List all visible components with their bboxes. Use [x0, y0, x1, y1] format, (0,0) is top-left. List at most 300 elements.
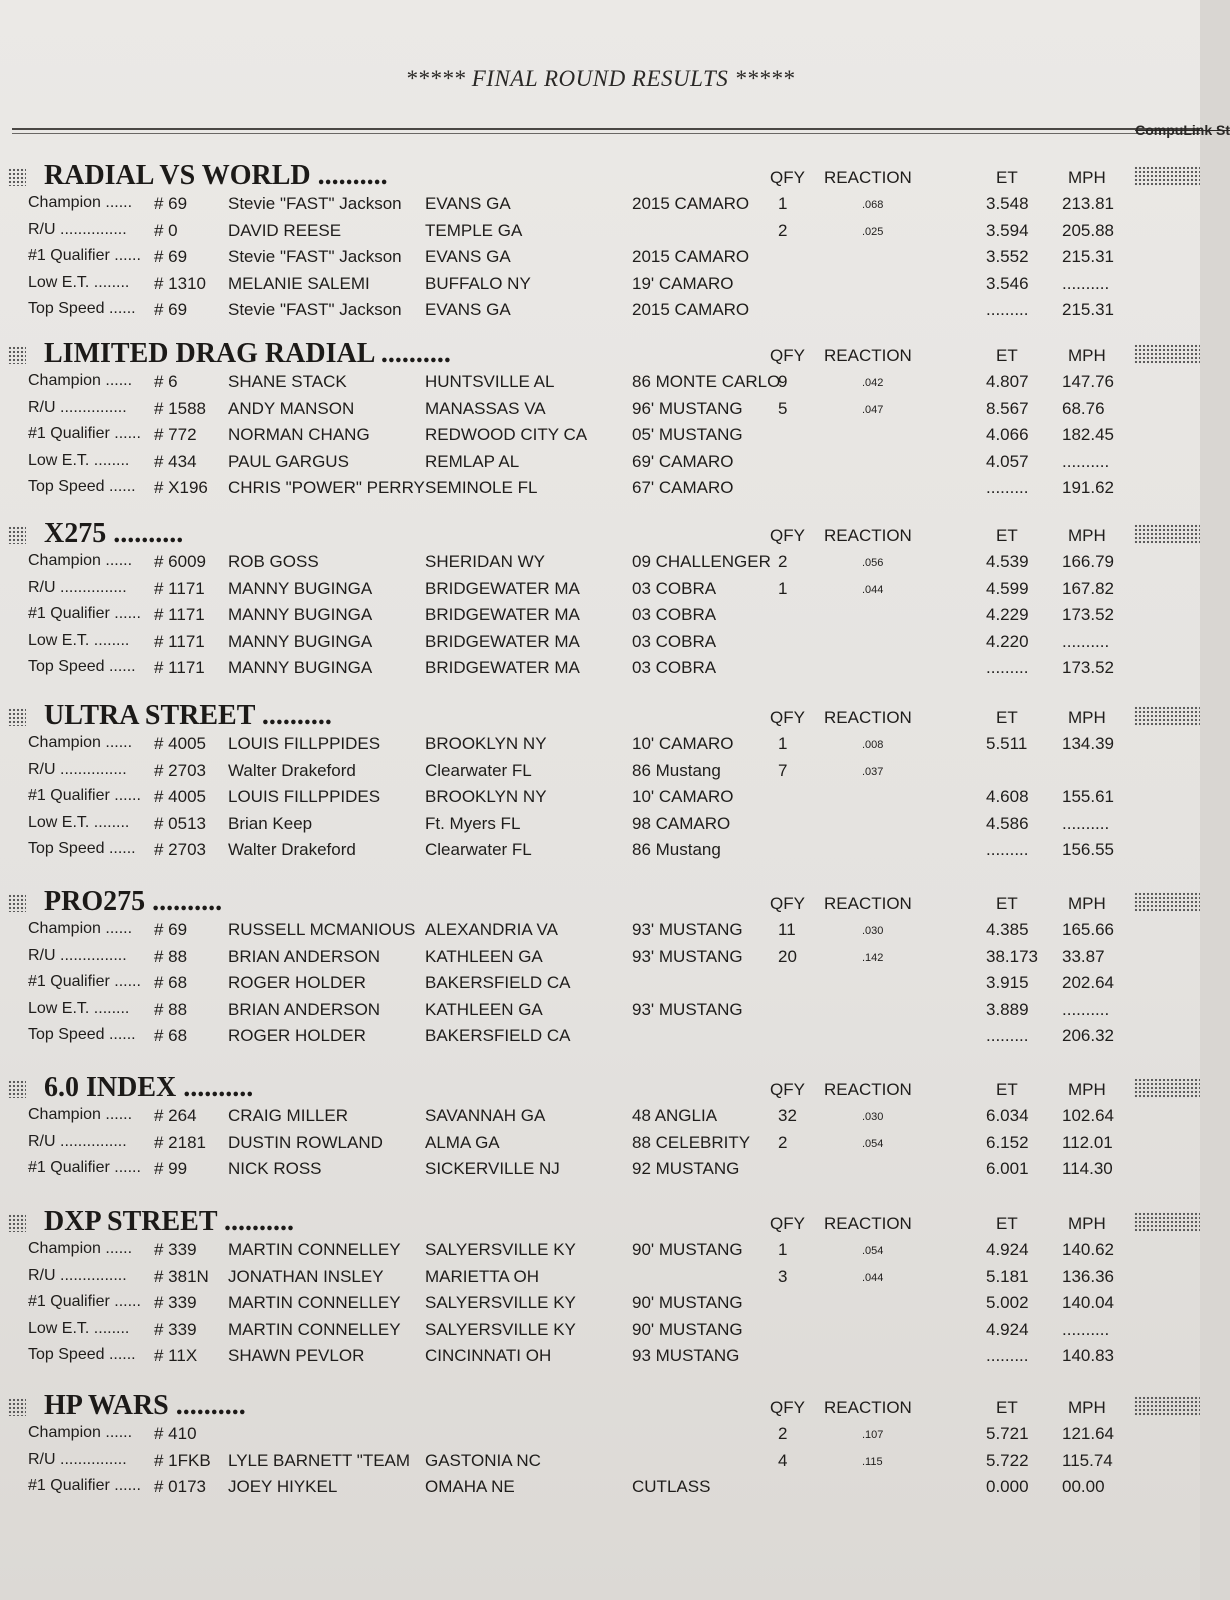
trap-speed: 182.45 [1062, 425, 1114, 444]
elapsed-time: 0.000 [986, 1477, 1029, 1496]
elapsed-time: 4.229 [986, 605, 1029, 624]
dot-pattern-left-icon [8, 1214, 26, 1232]
header-mph: MPH [1068, 346, 1106, 365]
driver-name: PAUL GARGUS [228, 451, 349, 471]
elapsed-time: 6.152 [986, 1132, 1029, 1152]
dot-pattern-left-icon [8, 894, 26, 912]
trap-speed: 112.01 [1062, 1132, 1113, 1152]
result-row [0, 1106, 1200, 1132]
vehicle: 10' CAMARO [632, 787, 734, 806]
reaction-time: .044 [862, 583, 884, 596]
car-number: # 88 [154, 999, 188, 1019]
car-number: # 4005 [154, 734, 206, 753]
header-qfy: QFY [770, 1080, 805, 1099]
hometown: ALMA GA [425, 1132, 500, 1152]
reaction-time: .025 [862, 225, 884, 238]
hometown: EVANS GA [425, 194, 511, 213]
qualifying-position: 2 [778, 220, 788, 240]
hometown: BRIDGEWATER MA [425, 605, 580, 624]
qualifying-position: 1 [778, 194, 788, 213]
result-row [0, 814, 1200, 840]
car-number: # 88 [154, 946, 188, 966]
reaction-time: .054 [862, 1137, 884, 1150]
results-section [0, 886, 1200, 1053]
hometown: SHERIDAN WY [425, 552, 545, 571]
vehicle: 2015 CAMARO [632, 300, 750, 319]
driver-name: MELANIE SALEMI [228, 273, 370, 293]
driver-name: MANNY BUGINGA [228, 631, 373, 651]
header-et: ET [996, 526, 1018, 545]
vehicle: 03 COBRA [632, 658, 717, 677]
elapsed-time: ......... [986, 658, 1029, 677]
position-label: #1 Qualifier ...... [28, 247, 141, 264]
header-reaction: REACTION [824, 346, 912, 365]
elapsed-time: 3.915 [986, 973, 1029, 992]
reaction-time: .107 [862, 1429, 884, 1441]
vehicle: 90' MUSTANG [632, 1319, 743, 1339]
hometown: SAVANNAH GA [425, 1106, 546, 1125]
car-number: # 1171 [154, 578, 205, 598]
position-label: #1 Qualifier ...... [28, 425, 141, 442]
header-rule-thin [12, 133, 1200, 134]
car-number: # 410 [154, 1424, 197, 1443]
header-et: ET [996, 894, 1018, 913]
vehicle: 86 Mustang [632, 760, 721, 780]
hometown: REMLAP AL [425, 451, 520, 471]
trap-speed: 167.82 [1062, 578, 1114, 598]
dot-pattern-left-icon [8, 1080, 26, 1098]
trap-speed: 173.52 [1062, 658, 1114, 677]
vehicle: 2015 CAMARO [632, 194, 750, 213]
results-section [0, 338, 1200, 505]
reaction-time: .056 [862, 557, 884, 569]
reaction-time: .047 [862, 403, 884, 416]
elapsed-time: 4.066 [986, 425, 1029, 444]
result-row [0, 973, 1200, 999]
car-number: # 2181 [154, 1132, 206, 1152]
dot-pattern-right-icon [1134, 1212, 1200, 1232]
hometown: MANASSAS VA [425, 398, 546, 418]
result-row [0, 658, 1200, 684]
result-row [0, 300, 1200, 326]
position-label: R/U ............... [28, 1450, 127, 1468]
elapsed-time: 4.385 [986, 920, 1029, 939]
result-row [0, 605, 1200, 631]
header-reaction: REACTION [824, 1214, 912, 1233]
reaction-time: .054 [862, 1245, 884, 1257]
dot-pattern-right-icon [1134, 1396, 1200, 1416]
trap-speed: 215.31 [1062, 300, 1114, 319]
driver-name: NORMAN CHANG [228, 425, 370, 444]
driver-name: JONATHAN INSLEY [228, 1266, 384, 1286]
elapsed-time: 4.057 [986, 451, 1029, 471]
section-title: LIMITED DRAG RADIAL .......... [44, 338, 451, 369]
position-label: R/U ............... [28, 1266, 127, 1284]
reaction-time: .008 [862, 739, 884, 751]
result-row [0, 247, 1200, 273]
position-label: R/U ............... [28, 1132, 127, 1150]
trap-speed: 121.64 [1062, 1424, 1114, 1443]
car-number: # 1FKB [154, 1450, 211, 1470]
hometown: KATHLEEN GA [425, 946, 543, 966]
reaction-time: .044 [862, 1271, 884, 1284]
section-title: HP WARS .......... [44, 1390, 246, 1421]
trap-speed: 215.31 [1062, 247, 1114, 266]
driver-name: DUSTIN ROWLAND [228, 1132, 383, 1152]
result-row [0, 1000, 1200, 1026]
hometown: MARIETTA OH [425, 1266, 539, 1286]
driver-name: MARTIN CONNELLEY [228, 1240, 401, 1259]
trap-speed: 202.64 [1062, 973, 1114, 992]
car-number: # 381N [154, 1266, 209, 1286]
position-label: Champion ...... [28, 194, 133, 211]
vehicle: 93' MUSTANG [632, 920, 743, 939]
hometown: SICKERVILLE NJ [425, 1159, 560, 1178]
elapsed-time: 5.181 [986, 1266, 1029, 1286]
trap-speed: 136.36 [1062, 1266, 1114, 1286]
result-row [0, 1240, 1200, 1266]
result-row [0, 478, 1200, 504]
header-reaction: REACTION [824, 1080, 912, 1099]
driver-name: ROGER HOLDER [228, 973, 366, 992]
header-et: ET [996, 168, 1018, 187]
car-number: # 6 [154, 372, 178, 391]
driver-name: MARTIN CONNELLEY [228, 1319, 401, 1339]
position-label: R/U ............... [28, 578, 127, 596]
qualifying-position: 1 [778, 1240, 788, 1259]
header-qfy: QFY [770, 526, 805, 545]
driver-name: BRIAN ANDERSON [228, 946, 381, 966]
qualifying-position: 1 [778, 734, 788, 753]
position-label: Low E.T. ........ [28, 1319, 130, 1337]
header-et: ET [996, 708, 1018, 727]
vehicle: 93' MUSTANG [632, 946, 743, 966]
car-number: # 1171 [154, 605, 205, 624]
header-mph: MPH [1068, 1214, 1106, 1233]
hometown: EVANS GA [425, 247, 511, 266]
position-label: Champion ...... [28, 1106, 133, 1123]
car-number: # 0173 [154, 1477, 206, 1496]
car-number: # 2703 [154, 840, 206, 859]
result-row [0, 947, 1200, 973]
driver-name: SHANE STACK [228, 372, 347, 391]
vehicle: 19' CAMARO [632, 273, 734, 293]
result-row [0, 1267, 1200, 1293]
trap-speed: .......... [1062, 813, 1110, 833]
trap-speed: 147.76 [1062, 372, 1114, 391]
car-number: # 4005 [154, 787, 206, 806]
result-row [0, 372, 1200, 398]
position-label: Top Speed ...... [28, 840, 136, 857]
car-number: # 339 [154, 1319, 197, 1339]
elapsed-time: ......... [986, 840, 1029, 859]
vehicle: 93' MUSTANG [632, 999, 743, 1019]
trap-speed: 140.04 [1062, 1293, 1114, 1312]
section-title: 6.0 INDEX .......... [44, 1072, 254, 1103]
driver-name: MANNY BUGINGA [228, 578, 373, 598]
dot-pattern-left-icon [8, 526, 26, 544]
elapsed-time: 5.722 [986, 1450, 1029, 1470]
reaction-time: .115 [862, 1455, 883, 1468]
hometown: Ft. Myers FL [425, 813, 521, 833]
car-number: # 99 [154, 1159, 188, 1178]
result-row [0, 221, 1200, 247]
hometown: SEMINOLE FL [425, 478, 538, 497]
result-row [0, 194, 1200, 220]
car-number: # 264 [154, 1106, 197, 1125]
result-row [0, 1346, 1200, 1372]
dot-pattern-right-icon [1134, 706, 1200, 726]
elapsed-time: ......... [986, 300, 1029, 319]
position-label: Top Speed ...... [28, 300, 136, 317]
trap-speed: 68.76 [1062, 398, 1105, 418]
vehicle: 69' CAMARO [632, 451, 734, 471]
results-section [0, 160, 1200, 327]
vehicle: 03 COBRA [632, 605, 717, 624]
car-number: # 339 [154, 1240, 197, 1259]
driver-name: Stevie "FAST" Jackson [228, 194, 402, 213]
vehicle: 48 ANGLIA [632, 1106, 718, 1125]
vehicle: 2015 CAMARO [632, 247, 750, 266]
header-mph: MPH [1068, 894, 1106, 913]
header-reaction: REACTION [824, 1398, 912, 1417]
hometown: Clearwater FL [425, 840, 532, 859]
car-number: # 772 [154, 425, 197, 444]
position-label: Top Speed ...... [28, 658, 136, 675]
result-row [0, 1477, 1200, 1503]
driver-name: LYLE BARNETT "TEAM [228, 1450, 411, 1470]
vehicle: 92 MUSTANG [632, 1159, 740, 1178]
result-row [0, 734, 1200, 760]
elapsed-time: 3.546 [986, 273, 1029, 293]
qualifying-position: 4 [778, 1450, 788, 1470]
vehicle: 67' CAMARO [632, 478, 734, 497]
header-reaction: REACTION [824, 708, 912, 727]
position-label: Low E.T. ........ [28, 813, 130, 831]
elapsed-time: ......... [986, 478, 1029, 497]
qualifying-position: 32 [778, 1106, 797, 1125]
header-rule [12, 128, 1200, 130]
dot-pattern-right-icon [1134, 1078, 1200, 1098]
hometown: TEMPLE GA [425, 220, 523, 240]
dot-pattern-left-icon [8, 1398, 26, 1416]
result-row [0, 1424, 1200, 1450]
driver-name: BRIAN ANDERSON [228, 999, 381, 1019]
hometown: BRIDGEWATER MA [425, 631, 580, 651]
hometown: EVANS GA [425, 300, 511, 319]
elapsed-time: 4.586 [986, 813, 1029, 833]
position-label: Top Speed ...... [28, 1346, 136, 1363]
result-row [0, 840, 1200, 866]
position-label: Low E.T. ........ [28, 451, 130, 469]
car-number: # 0 [154, 220, 178, 240]
driver-name: LOUIS FILLPPIDES [228, 734, 381, 753]
driver-name: ROGER HOLDER [228, 1026, 366, 1045]
trap-speed: 00.00 [1062, 1477, 1105, 1496]
result-row [0, 425, 1200, 451]
trap-speed: 155.61 [1062, 787, 1114, 806]
car-number: # 1310 [154, 273, 206, 293]
header-et: ET [996, 1214, 1018, 1233]
reaction-time: .142 [862, 951, 884, 964]
result-row [0, 399, 1200, 425]
page-title: ***** FINAL ROUND RESULTS ***** [405, 66, 795, 91]
hometown: BAKERSFIELD CA [425, 1026, 571, 1045]
car-number: # 69 [154, 920, 188, 939]
qualifying-position: 2 [778, 1132, 788, 1152]
driver-name: LOUIS FILLPPIDES [228, 787, 381, 806]
trap-speed: .......... [1062, 999, 1110, 1019]
result-row [0, 787, 1200, 813]
hometown: CINCINNATI OH [425, 1346, 552, 1365]
elapsed-time: 3.594 [986, 220, 1029, 240]
hometown: REDWOOD CITY CA [425, 425, 588, 444]
header-mph: MPH [1068, 168, 1106, 187]
car-number: # 2703 [154, 760, 206, 780]
position-label: #1 Qualifier ...... [28, 787, 141, 804]
car-number: # 69 [154, 247, 188, 266]
elapsed-time: 4.608 [986, 787, 1029, 806]
elapsed-time: ......... [986, 1026, 1029, 1045]
hometown: ALEXANDRIA VA [425, 920, 558, 939]
position-label: Low E.T. ........ [28, 999, 130, 1017]
dot-pattern-right-icon [1134, 344, 1200, 364]
result-row [0, 1451, 1200, 1477]
elapsed-time: 5.002 [986, 1293, 1029, 1312]
vehicle: 90' MUSTANG [632, 1293, 743, 1312]
car-number: # 6009 [154, 552, 206, 571]
trap-speed: 114.30 [1062, 1159, 1113, 1178]
hometown: SALYERSVILLE KY [425, 1293, 576, 1312]
driver-name: SHAWN PEVLOR [228, 1346, 365, 1365]
elapsed-time: 3.548 [986, 194, 1029, 213]
vehicle: 10' CAMARO [632, 734, 734, 753]
trap-speed: 140.62 [1062, 1240, 1114, 1259]
car-number: # 68 [154, 973, 188, 992]
qualifying-position: 11 [778, 920, 796, 939]
driver-name: CHRIS "POWER" PERRY [228, 478, 425, 497]
driver-name: Stevie "FAST" Jackson [228, 300, 402, 319]
dot-pattern-right-icon [1134, 524, 1200, 544]
vehicle: 03 COBRA [632, 631, 717, 651]
qualifying-position: 2 [778, 1424, 788, 1443]
position-label: Low E.T. ........ [28, 273, 130, 291]
section-title: PRO275 .......... [44, 886, 223, 917]
result-row [0, 274, 1200, 300]
header-et: ET [996, 346, 1018, 365]
result-row [0, 1320, 1200, 1346]
vehicle: 86 MONTE CARLO [632, 372, 781, 391]
elapsed-time: 5.511 [986, 734, 1028, 753]
driver-name: MARTIN CONNELLEY [228, 1293, 401, 1312]
elapsed-time: 4.539 [986, 552, 1029, 571]
trap-speed: 134.39 [1062, 734, 1114, 753]
driver-name: ANDY MANSON [228, 398, 355, 418]
elapsed-time: 38.173 [986, 946, 1038, 966]
vehicle: 05' MUSTANG [632, 425, 743, 444]
position-label: Champion ...... [28, 1240, 133, 1257]
qualifying-position: 20 [778, 946, 797, 966]
header-qfy: QFY [770, 894, 805, 913]
position-label: #1 Qualifier ...... [28, 605, 141, 622]
header-mph: MPH [1068, 526, 1106, 545]
driver-name: DAVID REESE [228, 220, 342, 240]
driver-name: Walter Drakeford [228, 840, 356, 859]
header-qfy: QFY [770, 168, 805, 187]
header-reaction: REACTION [824, 526, 912, 545]
trap-speed: 166.79 [1062, 552, 1114, 571]
position-label: Top Speed ...... [28, 1026, 136, 1043]
elapsed-time: 4.220 [986, 631, 1029, 651]
header-qfy: QFY [770, 1214, 805, 1233]
vehicle: 96' MUSTANG [632, 398, 743, 418]
position-label: Champion ...... [28, 920, 133, 937]
car-number: # X196 [154, 478, 208, 497]
trap-speed: 191.62 [1062, 478, 1114, 497]
header-reaction: REACTION [824, 168, 912, 187]
header-mph: MPH [1068, 1080, 1106, 1099]
trap-speed: .......... [1062, 451, 1110, 471]
section-title: X275 .......... [44, 518, 184, 549]
trap-speed: 33.87 [1062, 946, 1105, 966]
header-et: ET [996, 1080, 1018, 1099]
header-mph: MPH [1068, 1398, 1106, 1417]
trap-speed: 205.88 [1062, 220, 1114, 240]
qualifying-position: 1 [778, 578, 788, 598]
reaction-time: .068 [862, 199, 884, 211]
qualifying-position: 5 [778, 398, 788, 418]
section-title: RADIAL VS WORLD .......... [44, 160, 388, 191]
results-section [0, 1072, 1200, 1186]
position-label: R/U ............... [28, 946, 127, 964]
car-number: # 11X [154, 1346, 198, 1365]
trap-speed: 102.64 [1062, 1106, 1114, 1125]
trap-speed: .......... [1062, 273, 1110, 293]
vehicle: 86 Mustang [632, 840, 721, 859]
qualifying-position: 2 [778, 552, 788, 571]
elapsed-time: ......... [986, 1346, 1029, 1365]
driver-name: ROB GOSS [228, 552, 319, 571]
trap-speed: .......... [1062, 631, 1110, 651]
hometown: BAKERSFIELD CA [425, 973, 571, 992]
car-number: # 69 [154, 300, 188, 319]
dot-pattern-left-icon [8, 168, 26, 186]
section-title: DXP STREET .......... [44, 1206, 294, 1237]
hometown: BROOKLYN NY [425, 787, 547, 806]
position-label: Champion ...... [28, 372, 133, 389]
elapsed-time: 4.924 [986, 1240, 1029, 1259]
driver-name: Brian Keep [228, 813, 313, 833]
trap-speed: 173.52 [1062, 605, 1114, 624]
qualifying-position: 7 [778, 760, 788, 780]
vehicle: 03 COBRA [632, 578, 717, 598]
results-section [0, 700, 1200, 867]
trap-speed: 165.66 [1062, 920, 1114, 939]
hometown: KATHLEEN GA [425, 999, 543, 1019]
elapsed-time: 4.599 [986, 578, 1029, 598]
qualifying-position: 3 [778, 1266, 788, 1286]
dot-pattern-left-icon [8, 346, 26, 364]
hometown: BROOKLYN NY [425, 734, 547, 753]
elapsed-time: 6.001 [986, 1159, 1029, 1178]
driver-name: MANNY BUGINGA [228, 658, 373, 677]
elapsed-time: 8.567 [986, 398, 1029, 418]
car-number: # 339 [154, 1293, 197, 1312]
position-label: Champion ...... [28, 734, 133, 751]
result-row [0, 761, 1200, 787]
position-label: Low E.T. ........ [28, 631, 130, 649]
driver-name: MANNY BUGINGA [228, 605, 373, 624]
